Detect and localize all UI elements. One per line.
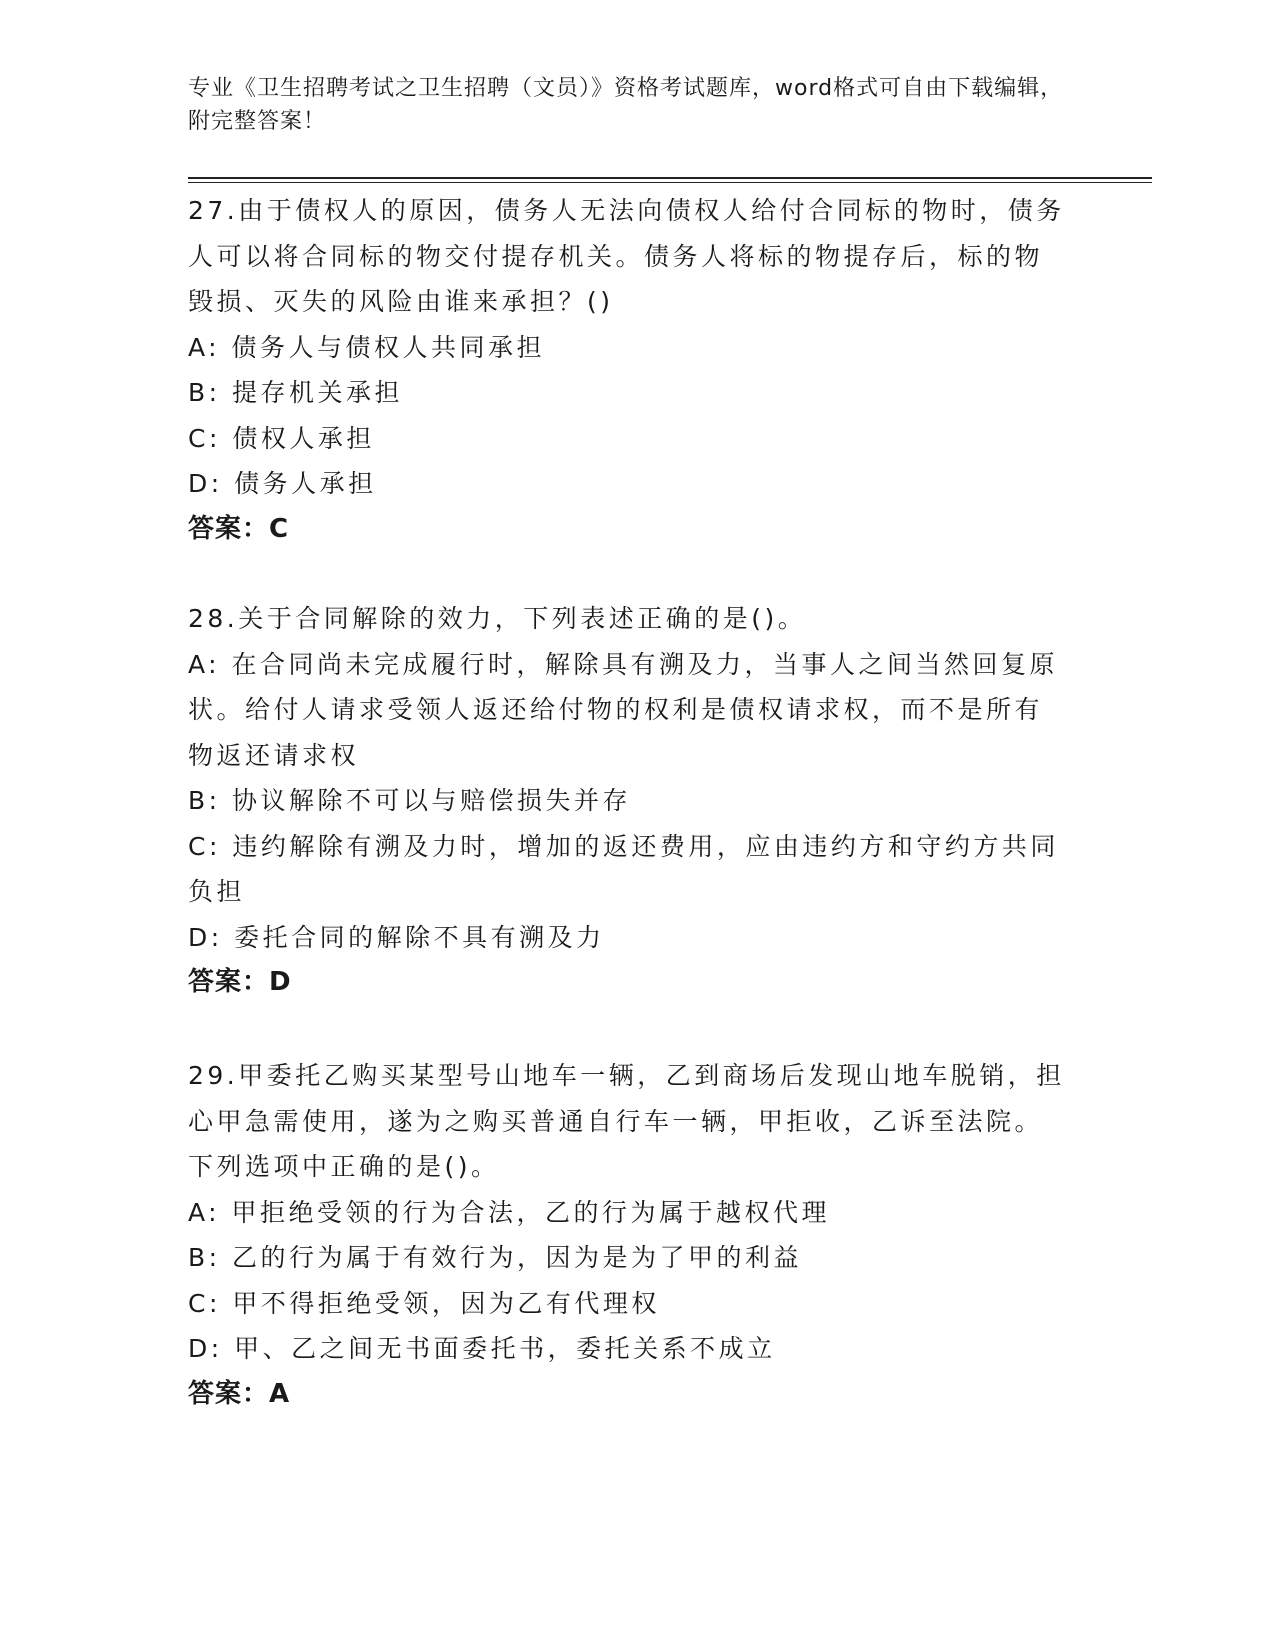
option-d: D: 甲、乙之间无书面委托书，委托关系不成立 bbox=[188, 1334, 776, 1363]
answer-line: 答案：C bbox=[188, 513, 290, 544]
question-stem: 29.甲委托乙购买某型号山地车一辆，乙到商场后发现山地车脱销，担心甲急需使用，遂为之购买普通自行车一辆，甲拒收，乙诉至法院。下列选项中正确的是()。 bbox=[188, 1061, 1065, 1181]
answer-line: 答案：D bbox=[188, 967, 292, 997]
option-c: C: 债权人承担 bbox=[188, 423, 375, 453]
question-block bbox=[188, 596, 1068, 1006]
option-a: A: 甲拒绝受领的行为合法，乙的行为属于越权代理 bbox=[188, 1197, 831, 1227]
option-d: D: 债务人承担 bbox=[188, 469, 377, 498]
option-c: C: 违约解除有溯及力时，增加的返还费用，应由违约方和守约方共同负担 bbox=[188, 831, 1059, 906]
question-stem: 28.关于合同解除的效力，下列表述正确的是()。 bbox=[188, 604, 807, 633]
question-stem: 27.由于债权人的原因，债务人无法向债权人给付合同标的物时，债务人可以将合同标的物交付提存机关。债务人将标的物提存后，标的物毁损、灭失的风险由谁来承担？() bbox=[188, 196, 1065, 316]
question-block bbox=[188, 1053, 1068, 1417]
header-divider-thin bbox=[188, 182, 1152, 183]
question-block bbox=[188, 188, 1068, 552]
document-header: 专业《卫生招聘考试之卫生招聘（文员）》资格考试题库，word格式可自由下载编辑，附完整答案！ bbox=[188, 76, 1064, 134]
option-c: C: 甲不得拒绝受领，因为乙有代理权 bbox=[188, 1288, 660, 1318]
option-b: B: 乙的行为属于有效行为，因为是为了甲的利益 bbox=[188, 1243, 803, 1272]
header-divider bbox=[188, 177, 1152, 179]
option-a: A: 债务人与债权人共同承担 bbox=[188, 332, 546, 362]
option-b: B: 协议解除不可以与赔偿损失并存 bbox=[188, 786, 632, 815]
answer-line: 答案：A bbox=[188, 1378, 291, 1409]
option-b: B: 提存机关承担 bbox=[188, 378, 404, 407]
option-d: D: 委托合同的解除不具有溯及力 bbox=[188, 922, 605, 952]
option-a: A: 在合同尚未完成履行时，解除具有溯及力，当事人之间当然回复原状。给付人请求受领人返还给付物的权利是债权请求权，而不是所有物返还请求权 bbox=[188, 649, 1059, 770]
